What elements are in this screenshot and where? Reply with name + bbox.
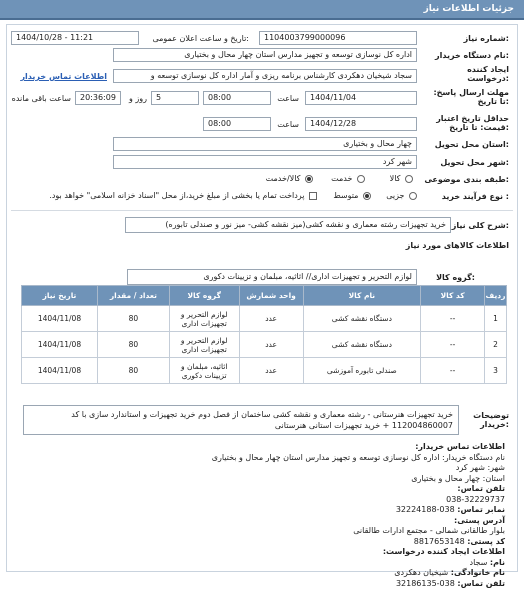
cell-unit: عدد — [239, 358, 303, 384]
col-name: نام کالا — [303, 286, 421, 306]
cell-row: 2 — [485, 332, 507, 358]
reply-date-field: 1404/11/04 — [305, 91, 417, 105]
table-header-row — [22, 286, 507, 306]
col-group: گروه کالا — [169, 286, 239, 306]
contact-city: شهر: شهر کرد — [455, 463, 505, 472]
reply-deadline-label: مهلت ارسال پاسخ: تا تاریخ: — [433, 88, 509, 106]
province-field: چهار محال و بختیاری — [113, 137, 417, 151]
need-number-field: 1104003799000096 — [259, 31, 417, 45]
cell-row: 3 — [485, 358, 507, 384]
cell-qty: 80 — [97, 306, 169, 332]
contact-province: استان: چهار محال و بختیاری — [411, 473, 505, 483]
cell-code: -- — [421, 358, 485, 384]
cell-group: لوازم التحریر و تجهیزات اداری — [169, 306, 239, 332]
validity-time-label: ساعت — [277, 120, 299, 129]
buyer-field: اداره کل نوسازی توسعه و تجهیز مدارس استان چهار محال و بختیاری — [113, 48, 417, 62]
items-table — [21, 285, 507, 384]
group-field: لوازم التحریر و تجهیزات اداری// اثاثیه، مبلمان و تزیینات دکوری — [127, 269, 417, 285]
cell-date: 1404/11/08 — [22, 358, 98, 384]
creator-phone-label: تلفن تماس: — [457, 578, 505, 588]
cell-qty: 80 — [97, 332, 169, 358]
goods-section-title: اطلاعات کالاهای مورد نیاز — [405, 241, 509, 250]
page-title: جزئیات اطلاعات نیاز — [423, 4, 514, 14]
col-row: ردیف — [485, 286, 507, 306]
summary-label: شرح کلی نیاز: — [451, 221, 509, 230]
col-qty: تعداد / مقدار — [97, 286, 169, 306]
cell-unit: عدد — [239, 332, 303, 358]
process-option-minor[interactable]: جزیی — [386, 191, 417, 200]
table-row[interactable] — [22, 306, 507, 332]
validity-label: حداقل تاریخ اعتبار قیمت: تا تاریخ: — [436, 114, 509, 132]
creator-field: سجاد شیخیان دهکردی کارشناس برنامه ریزی و آمار اداره کل نوسازی توسعه و — [113, 69, 417, 83]
reply-time-label: ساعت — [277, 94, 299, 103]
creator-phone: 038-32186135 — [395, 578, 455, 588]
process-label: نوع فرآیند خرید : — [441, 192, 509, 201]
reply-time-field: 08:00 — [203, 91, 271, 105]
cell-qty: 80 — [97, 358, 169, 384]
cell-name: دستگاه نقشه کشی — [303, 306, 421, 332]
table-row[interactable] — [22, 358, 507, 384]
contact-address: بلوار طالقانی شمالی - مجتمع ادارات طالقانی — [353, 526, 505, 535]
buyer-contact-title: اطلاعات تماس خریدار: — [415, 442, 505, 451]
treasury-checkbox[interactable] — [49, 191, 317, 200]
validity-date-field: 1404/12/28 — [305, 117, 417, 131]
city-field: شهر کرد — [113, 155, 417, 169]
cell-group: لوازم التحریر و تجهیزات اداری — [169, 332, 239, 358]
creator-last-name: شیخیان دهکردی — [394, 568, 449, 577]
days-field: 5 — [151, 91, 199, 105]
notes-label: توضیحات خریدار: — [473, 411, 509, 429]
treasury-note: پرداخت تمام یا بخشی از مبلغ خرید،از محل "اسناد خزانه اسلامی" خواهد بود. — [49, 191, 305, 200]
summary-field: خرید تجهیزات رشته معماری و نقشه کشی(میز نقشه کشی- میز نور و صندلی تابوره) — [125, 217, 451, 233]
cell-group: اثاثیه، مبلمان و تزیینات دکوری — [169, 358, 239, 384]
contact-address-label: آدرس پستی: — [454, 515, 505, 525]
creator-first-name-label: نام: — [489, 557, 505, 567]
cell-row: 1 — [485, 306, 507, 332]
announce-field: 1404/10/28 - 11:21 — [11, 31, 139, 45]
buyer-label: نام دستگاه خریدار: — [435, 51, 509, 60]
contact-phone-label: تلفن تماس: — [457, 484, 505, 493]
details-panel — [6, 24, 518, 588]
creator-first-name: سجاد — [469, 557, 488, 567]
city-label: شهر محل تحویل: — [440, 158, 509, 167]
creator-label: ایجاد کننده درخواست: — [467, 65, 509, 83]
countdown-field: 20:36:09 — [75, 91, 121, 105]
contact-block — [212, 442, 505, 589]
table-row[interactable] — [22, 332, 507, 358]
col-code: کد کالا — [421, 286, 485, 306]
announce-label: تاریخ و ساعت اعلان عمومی: — [152, 34, 249, 43]
buyer-contact-link[interactable]: اطلاعات تماس خریدار — [20, 72, 107, 81]
validity-time-field: 08:00 — [203, 117, 271, 131]
contact-postal-label: کد پستی: — [467, 536, 505, 546]
col-date: تاریخ نیاز — [22, 286, 98, 306]
cell-date: 1404/11/08 — [22, 332, 98, 358]
col-unit: واحد شمارش — [239, 286, 303, 306]
creator-last-name-label: نام خانوادگی: — [450, 568, 505, 577]
creator-contact-title: اطلاعات ایجاد کننده درخواست: — [382, 547, 505, 556]
contact-postal: 8817653148 — [413, 536, 465, 546]
cell-code: -- — [421, 306, 485, 332]
category-option-service[interactable]: خدمت — [331, 174, 365, 183]
cell-code: -- — [421, 332, 485, 358]
need-number-label: شماره نیاز: — [463, 34, 509, 43]
category-option-goods-service[interactable]: کالا/خدمت — [266, 174, 313, 183]
contact-fax-label: نمابر تماس: — [457, 505, 505, 514]
contact-fax: 038-32224188 — [395, 505, 455, 514]
cell-unit: عدد — [239, 306, 303, 332]
days-label: روز و — [129, 94, 147, 103]
group-label: گروه کالا: — [436, 273, 475, 282]
process-option-medium[interactable]: متوسط — [333, 191, 371, 200]
category-label: طبقه بندی موضوعی: — [424, 175, 509, 184]
cell-name: دستگاه نقشه کشی — [303, 332, 421, 358]
category-option-goods[interactable]: کالا — [390, 174, 413, 183]
divider — [11, 210, 513, 211]
header-bar — [0, 0, 524, 20]
cell-name: صندلی تابوره آموزشی — [303, 358, 421, 384]
cell-date: 1404/11/08 — [22, 306, 98, 332]
notes-field: خرید تجهیزات هنرستانی - رشته معماری و نقشه کشی ساختمان از فصل دوم خرید تجهیزات و استاندارد سازی با کد 112004860007 + خرید تجهیزات استانی هنرستانی — [23, 405, 459, 435]
contact-phone: 038-32229737 — [446, 494, 505, 504]
remaining-label: ساعت باقی مانده — [11, 94, 71, 103]
contact-buyer-name: نام دستگاه خریدار: اداره کل نوسازی توسعه و تجهیز مدارس استان چهار محال و بختیاری — [211, 452, 505, 462]
province-label: استان محل تحویل: — [434, 140, 509, 149]
